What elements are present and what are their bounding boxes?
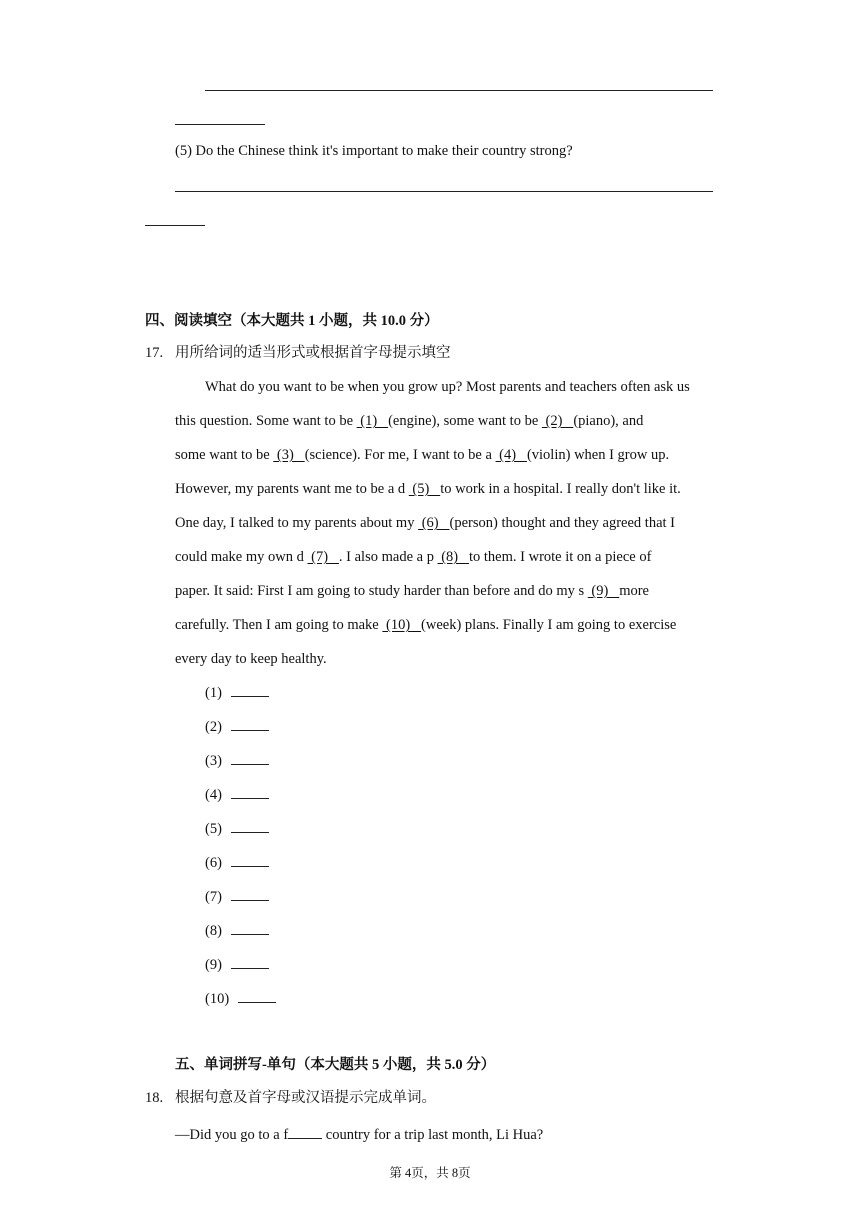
passage-text: to work in a hospital. I really don't like it. <box>440 481 681 497</box>
passage-line <box>175 582 649 600</box>
answer-item <box>205 852 269 872</box>
passage-text: paper. It said: First I am going to study harder than before and do my s <box>175 583 588 599</box>
answer-label: (4) <box>205 787 222 803</box>
passage-text: . I also made a p <box>338 549 438 565</box>
answer-item <box>205 954 269 974</box>
answer-blank[interactable] <box>231 886 269 901</box>
answer-line <box>175 124 265 125</box>
question-17-number: 17. <box>145 345 164 361</box>
question-18-instruction: 根据句意及首字母或汉语提示完成单词。 <box>175 1090 436 1106</box>
answer-label: (7) <box>205 889 222 905</box>
passage-line <box>175 480 681 498</box>
passage-text: (week) plans. Finally I am going to exercise <box>421 617 677 633</box>
question-5-text: (5) Do the Chinese think it's important to make their country strong? <box>175 143 573 159</box>
sentence-part: country for a trip last month, Li Hua? <box>322 1127 544 1143</box>
passage-text: more <box>619 583 649 599</box>
blank-marker: (7) <box>307 549 339 565</box>
passage-line <box>175 616 676 634</box>
answer-item <box>205 920 269 940</box>
answer-line <box>145 225 205 226</box>
blank-marker: (9) <box>587 583 620 599</box>
blank-marker: (4) <box>495 447 527 463</box>
page-number: 第 4页，共 8页 <box>389 1166 471 1180</box>
blank-marker: (5) <box>408 481 441 497</box>
passage-text: (violin) when I grow up. <box>526 447 670 463</box>
blank-marker: (8) <box>437 549 469 565</box>
answer-blank[interactable] <box>238 988 276 1003</box>
answer-blank[interactable] <box>231 818 269 833</box>
answer-label: (10) <box>205 991 230 1007</box>
passage-line <box>175 514 675 532</box>
blank-marker: (10) <box>382 617 422 633</box>
answer-label: (8) <box>205 923 222 939</box>
passage-line <box>175 412 643 430</box>
passage-text: What do you want to be when you grow up? Most parents and teachers often ask us <box>205 379 690 395</box>
passage-line <box>175 446 669 464</box>
answer-label: (9) <box>205 957 222 973</box>
passage-text: (engine), some want to be <box>388 413 542 429</box>
answer-blank[interactable] <box>231 852 269 867</box>
passage-text: this question. Some want to be <box>175 413 357 429</box>
section-4-heading: 四、阅读填空（本大题共 1 小题，共 10.0 分） <box>145 313 439 329</box>
question-18-sentence <box>175 1124 543 1144</box>
answer-item <box>205 988 276 1008</box>
answer-label: (3) <box>205 753 222 769</box>
blank-marker: (2) <box>541 413 574 429</box>
answer-line <box>205 90 713 91</box>
answer-line <box>175 191 713 192</box>
blank-marker: (6) <box>418 515 450 531</box>
passage-text: some want to be <box>175 447 274 463</box>
question-17-instruction: 用所给词的适当形式或根据首字母提示填空 <box>175 345 451 361</box>
passage-text: One day, I talked to my parents about my <box>175 515 419 531</box>
answer-item <box>205 716 269 736</box>
answer-item <box>205 750 269 770</box>
answer-label: (1) <box>205 685 222 701</box>
passage-text: could make my own d <box>175 549 308 565</box>
passage-text: to them. I wrote it on a piece of <box>469 549 652 565</box>
passage-line <box>205 378 690 396</box>
answer-blank[interactable] <box>231 954 269 969</box>
passage-text: carefully. Then I am going to make <box>175 617 383 633</box>
answer-label: (6) <box>205 855 222 871</box>
answer-blank[interactable] <box>231 920 269 935</box>
blank-marker: (3) <box>273 447 305 463</box>
answer-blank[interactable] <box>231 716 269 731</box>
passage-text: However, my parents want me to be a d <box>175 481 409 497</box>
blank-marker: (1) <box>356 413 389 429</box>
answer-label: (5) <box>205 821 222 837</box>
answer-item <box>205 886 269 906</box>
section-5-heading: 五、单词拼写-单句（本大题共 5 小题，共 5.0 分） <box>175 1057 496 1073</box>
passage-text: (person) thought and they agreed that I <box>449 515 675 531</box>
passage-line <box>175 548 651 566</box>
passage-text: every day to keep healthy. <box>175 651 327 667</box>
answer-label: (2) <box>205 719 222 735</box>
passage-text: (science). For me, I want to be a <box>304 447 496 463</box>
passage-text: (piano), and <box>573 413 644 429</box>
fill-blank[interactable] <box>288 1124 322 1139</box>
question-18-number: 18. <box>145 1090 164 1106</box>
passage-line <box>175 650 327 668</box>
answer-item <box>205 784 269 804</box>
answer-item <box>205 682 269 702</box>
answer-blank[interactable] <box>231 682 269 697</box>
answer-blank[interactable] <box>231 784 269 799</box>
sentence-part: —Did you go to a f <box>175 1127 289 1143</box>
answer-blank[interactable] <box>231 750 269 765</box>
answer-item <box>205 818 269 838</box>
